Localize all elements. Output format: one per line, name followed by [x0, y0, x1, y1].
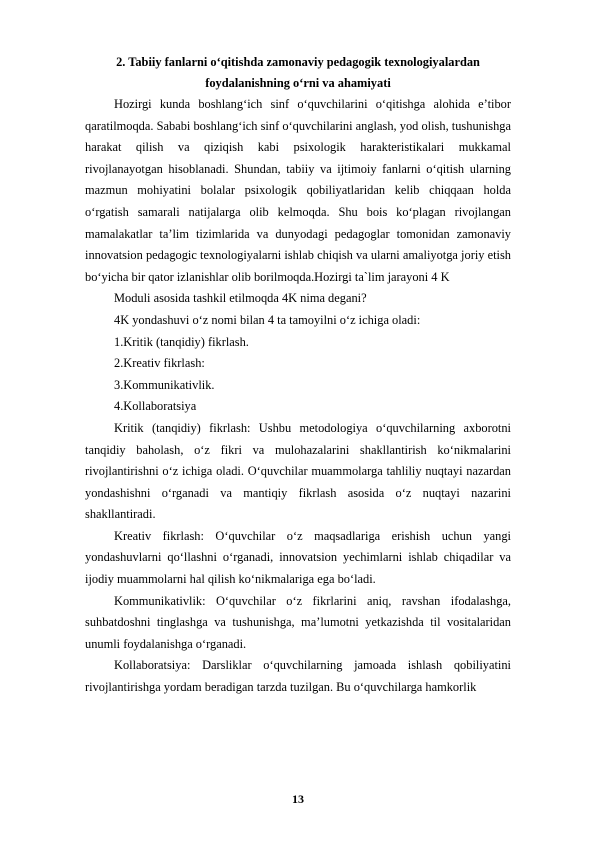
paragraph-4k-principles: 4K yondashuvi o‘z nomi bilan 4 ta tamoyilni o‘z ichiga oladi:	[114, 312, 421, 327]
paragraph-intro: Hozirgi kunda boshlang‘ich sinf o‘quvchilarini o‘qitishga alohida e’tibor qaratilmoqda. Sababi boshlang‘ich sinf o‘quvchilarini anglash, yod olish, tushunishga harakat qilish va qiziqish kabi psixologik harakteristikalari mukkamal rivojlanayotgan hisoblanadi. Shundan, tabiiy va ijtimoiy fanlarni o‘qitish ularning mazmun mohiyatini bolalar psixologik qobiliyatlaridan kelib chiqqaan holda o‘rgatish samarali natijalarga olib kelmoqda. Shu bois ko‘plagan rivojlangan mamalakatlar ta’lim tizimlarida va dunyodagi pedagoglar tomonidan zamonaviy innovatsion pedagogic texnologiyalarni ishlab chiqish va ularni amaliyotga joriy etish bo‘yicha bir qator izlanishlar olib borilmoqda.Hozirgi ta`lim jarayoni 4 K	[85, 97, 511, 284]
page-content	[85, 52, 511, 699]
heading-line-1: 2. Tabiiy fanlarni o‘qitishda zamonaviy pedagogik texnologiyalardan	[116, 55, 480, 69]
paragraph-communication: Kommunikativlik: O‘quvchilar o‘z fikrlarini aniq, ravshan ifodalashga, suhbatdoshni tinglashga va tushunishga, ma’lumotni yetkazishda til vositalaridan unumli foydalanishga o‘rganadi.	[85, 593, 511, 651]
list-item-communication: 3.Kommunikativlik.	[114, 377, 215, 392]
list-item-critical-thinking: 1.Kritik (tanqidiy) fikrlash.	[114, 334, 249, 349]
page-number: 13	[292, 792, 304, 806]
list-item-collaboration: 4.Kollaboratsiya	[114, 399, 197, 414]
paragraph-creative-thinking: Kreativ fikrlash: O‘quvchilar o‘z maqsadlariga erishish uchun yangi yondashuvlarni qo‘llashni o‘rganadi, innovatsion yechimlarni ishlab chiqadilar va ijodiy muammolarni hal qilish ko‘nikmalariga ega bo‘ladi.	[85, 528, 511, 587]
heading-line-2: foydalanishning o‘rni va ahamiyati	[205, 76, 391, 90]
paragraph-4k-question: Moduli asosida tashkil etilmoqda 4K nima degani?	[114, 291, 367, 306]
paragraph-collaboration: Kollaboratsiya: Darsliklar o‘quvchilarning jamoada ishlash qobiliyatini rivojlantirishga yordam beradigan tarzda tuzilgan. Bu o‘quvchilarga hamkorlik	[85, 658, 511, 695]
section-heading	[85, 52, 511, 94]
list-item-creative-thinking: 2.Kreativ fikrlash:	[114, 356, 205, 371]
paragraph-critical-thinking: Kritik (tanqidiy) fikrlash: Ushbu metodologiya o‘quvchilarning axborotni tanqidiy baholash, o‘z fikri va mulohazalarini shakllantirish ko‘nikmalarini rivojlantirishni o‘z ichiga oladi. O‘quvchilar muammolarga tahliliy nuqtayi nazardan yondashishni o‘rganadi va mantiqiy fikrlash asosida o‘z nuqtayi nazarini shakllantiradi.	[85, 420, 511, 522]
